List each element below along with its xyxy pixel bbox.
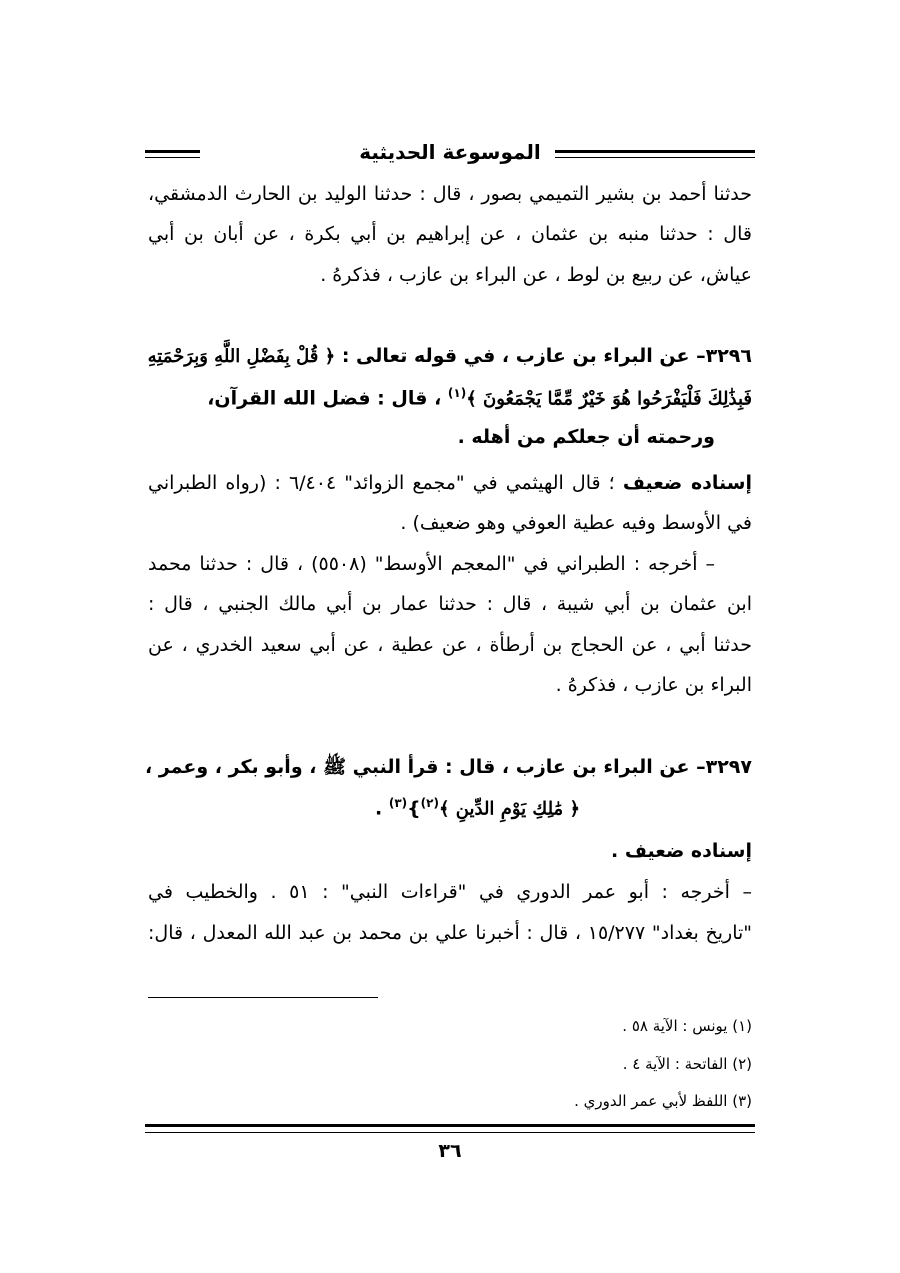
footnote: (١) يونس : الآية ٥٨ . — [622, 1017, 752, 1035]
footnote: (٢) الفاتحة : الآية ٤ . — [622, 1055, 752, 1073]
text-line: في الأوسط وفيه عطية العوفي وهو ضعيف) . — [400, 512, 752, 534]
quran-verse: فَبِذَٰلِكَ فَلْيَفْرَحُوا هُوَ خَيْرٌ مِّمَّا يَجْمَعُونَ ﴾ — [466, 388, 752, 410]
running-header — [145, 140, 755, 170]
hadith-3297-line-2: ﴿ مَٰلِكِ يَوْمِ الدِّينِ ﴾$^{(٢)}$}$^{(٣)}$ . — [375, 796, 580, 820]
footnote-ref: (٣) — [388, 796, 408, 810]
quran-verse: ﴿ قُلْ بِفَضْلِ اللَّهِ وَبِرَحْمَتِهِ — [147, 346, 336, 367]
text-line: قال : حدثنا منبه بن عثمان ، عن إبراهيم بن أبي بكرة ، عن أبان بن أبي — [148, 223, 752, 245]
grading: إسناده ضعيف — [622, 472, 752, 494]
footer-rule — [145, 1124, 755, 1133]
footnote: (٣) اللفظ لأبي عمر الدوري . — [574, 1092, 752, 1110]
text-line: البراء بن عازب ، فذكرهُ . — [555, 674, 752, 696]
text-line: حدثنا أبي ، عن الحجاج بن أرطأة ، عن عطية ، عن أبي سعيد الخدري ، عن — [148, 634, 752, 656]
text-line: "تاريخ بغداد" ١٥/٢٧٧ ، قال : أخبرنا علي بن محمد بن عبد الله المعدل ، قال: — [148, 922, 753, 944]
hadith-3296-line-3: ورحمته أن جعلكم من أهله . — [457, 426, 715, 448]
hadith-3297-line-1: ٣٢٩٧– عن البراء بن عازب ، قال : قرأ النبي ﷺ ، وأبو بكر ، وعمر ، — [145, 756, 752, 778]
footnote-ref: (١) — [447, 386, 467, 400]
grading: إسناده ضعيف . — [611, 840, 752, 862]
text-line: – أخرجه : الطبراني في "المعجم الأوسط" (٥٥٠٨) ، قال : حدثنا محمد — [148, 553, 716, 575]
footnote-separator — [148, 997, 378, 998]
header-title: الموسوعة الحديثية — [345, 140, 555, 164]
quran-verse: ﴿ مَٰلِكِ يَوْمِ الدِّينِ ﴾ — [438, 798, 580, 820]
text-line: ابن عثمان بن أبي شيبة ، قال : حدثنا عمار بن أبي مالك الجنبي ، قال : — [148, 593, 752, 615]
text-line: – أخرجه : أبو عمر الدوري في "قراءات النبي" : ٥١ . والخطيب في — [148, 881, 752, 903]
hadith-3296-line-1: ٣٢٩٦– عن البراء بن عازب ، في قوله تعالى : ﴿ قُلْ بِفَضْلِ اللَّهِ وَبِرَحْمَتِهِ — [147, 345, 752, 367]
hadith-3296-line-2: فَبِذَٰلِكَ فَلْيَفْرَحُوا هُوَ خَيْرٌ مِّمَّا يَجْمَعُونَ ﴾$^{(١)}$ ، قال : فضل الله القرآن، — [207, 386, 752, 410]
text-line: إسناده ضعيف ؛ قال الهيثمي في "مجمع الزوائد" ٦/٤٠٤ : (رواه الطبراني — [148, 472, 752, 494]
footnote-ref: (٢) — [420, 796, 439, 810]
page-number: ٣٦ — [438, 1140, 462, 1162]
text-line: عياش، عن ربيع بن لوط ، عن البراء بن عازب ، فذكرهُ . — [320, 264, 752, 286]
text-line: حدثنا أحمد بن بشير التميمي بصور ، قال : حدثنا الوليد بن الحارث الدمشقي، — [148, 183, 752, 205]
